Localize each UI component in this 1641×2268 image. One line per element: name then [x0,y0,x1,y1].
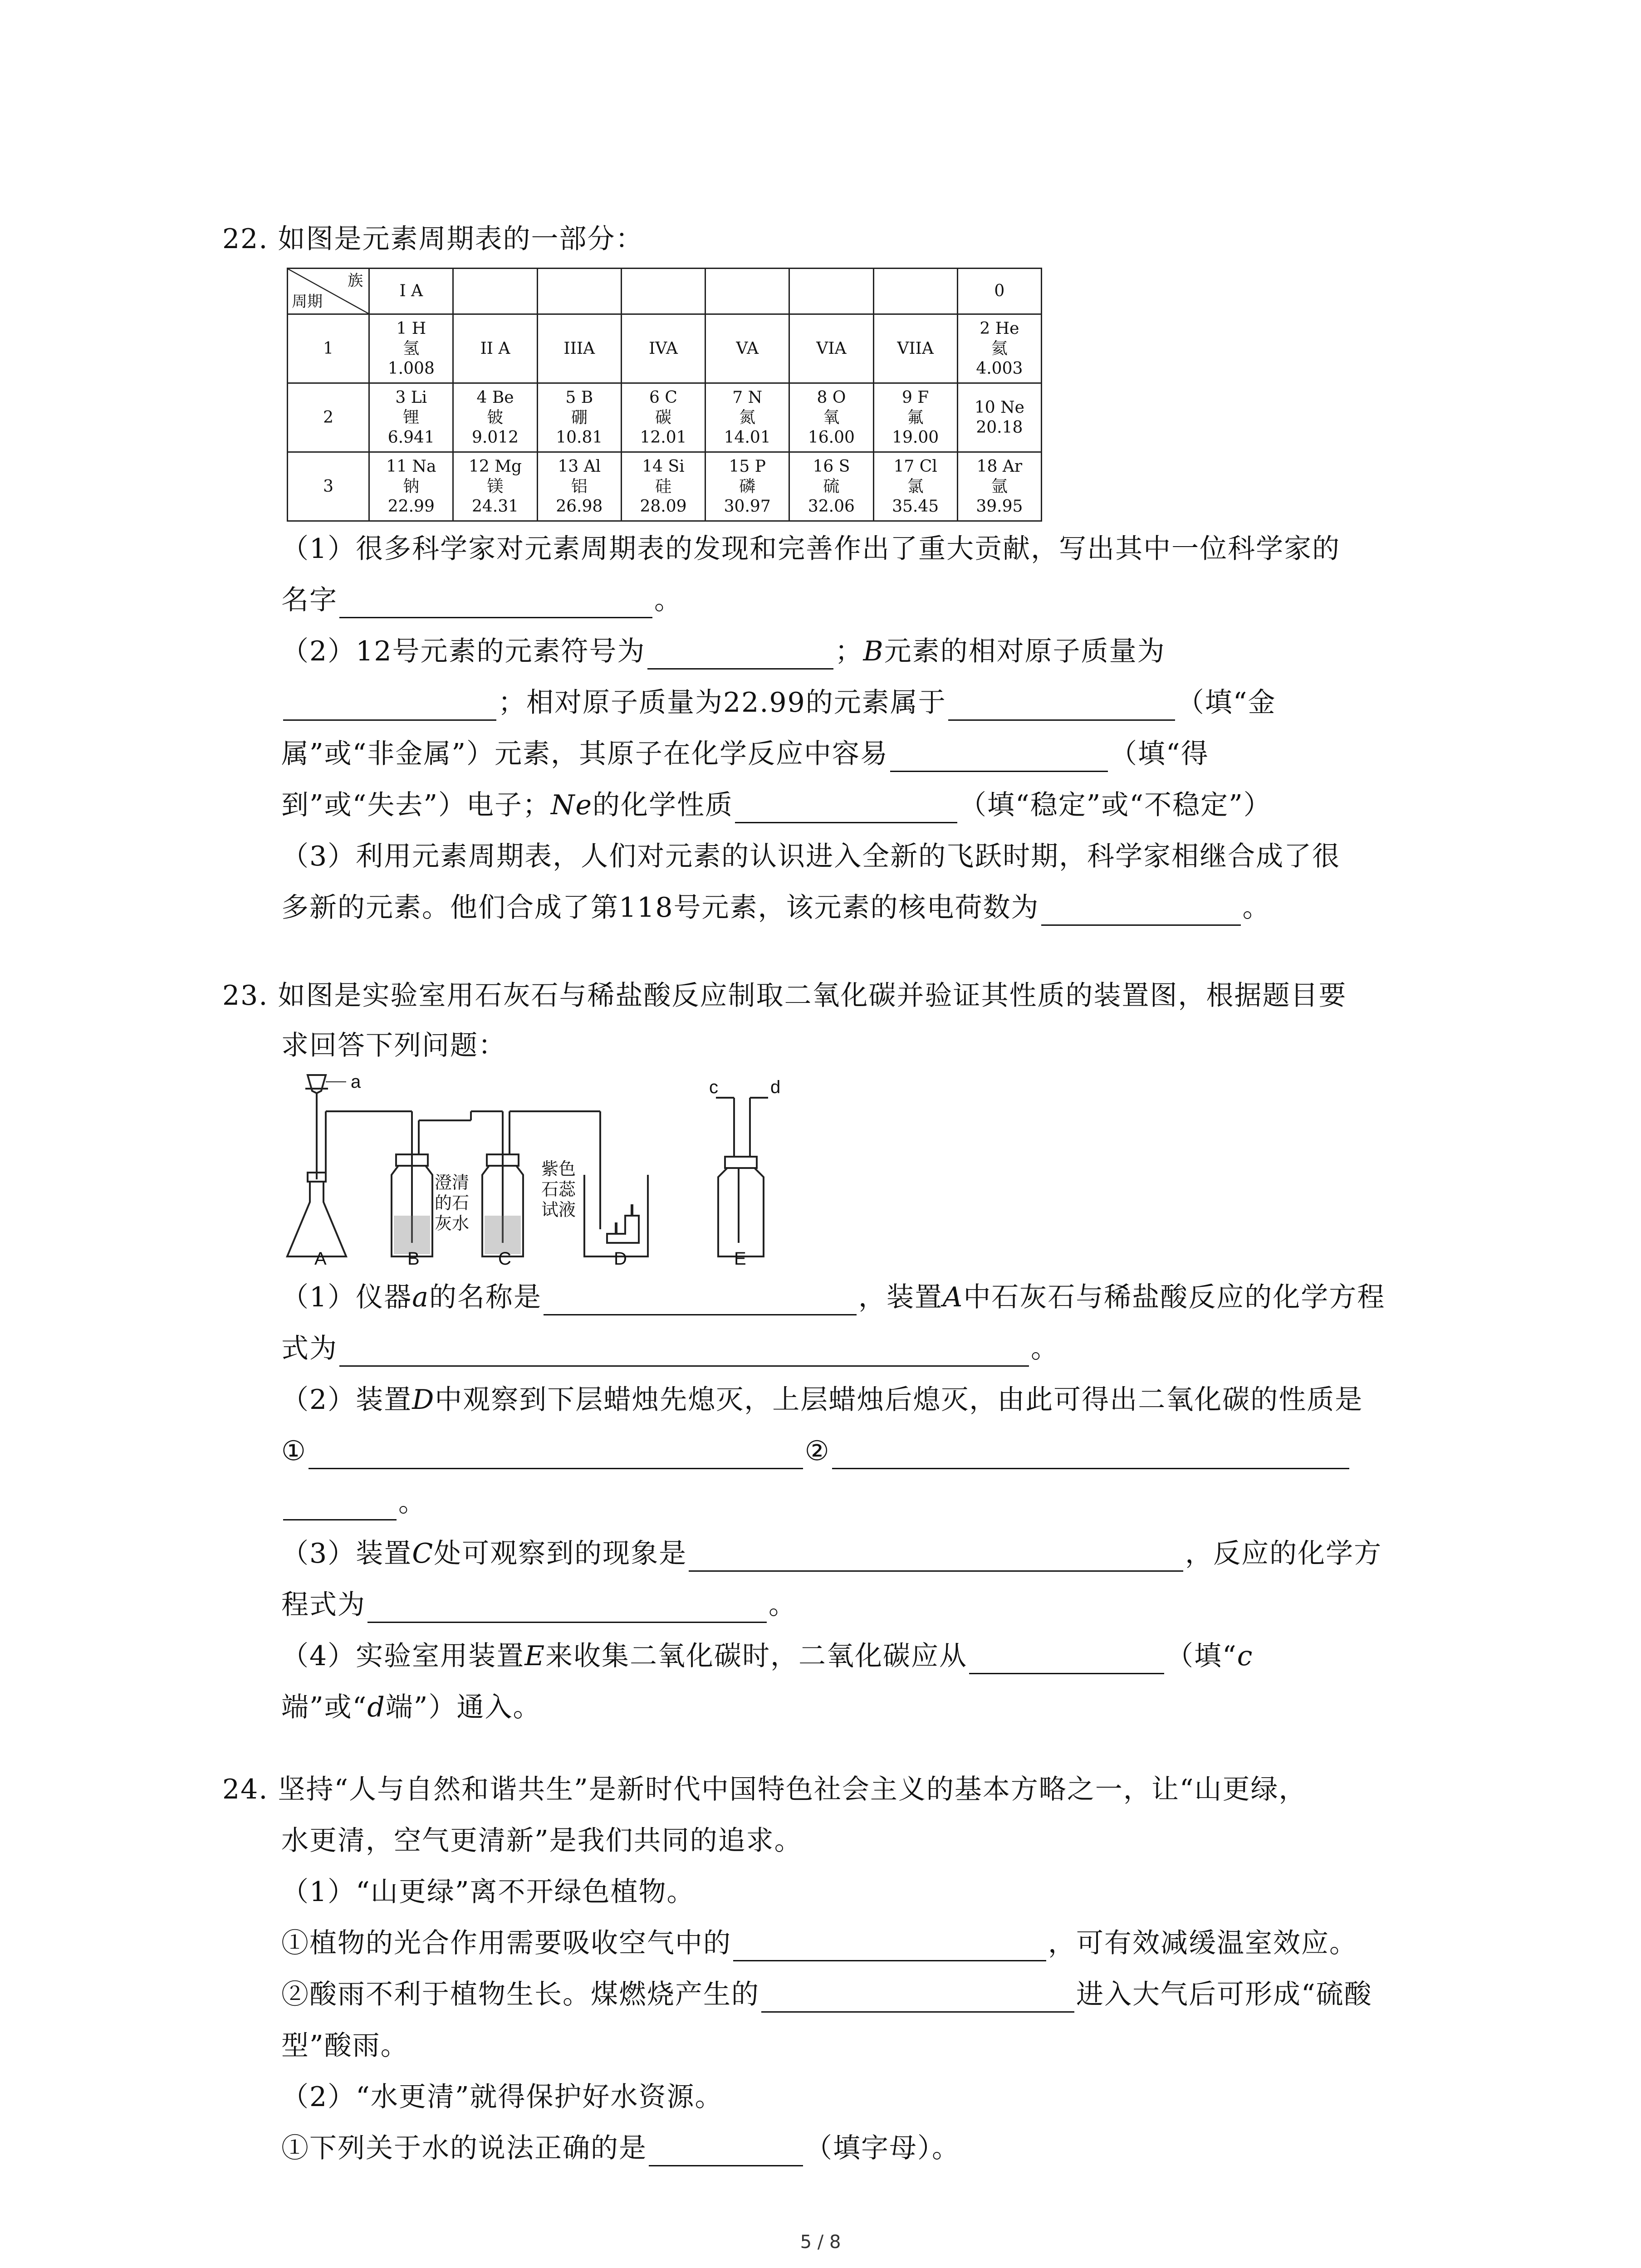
element-cell-he: 2 He 氦 4.003 [957,314,1041,383]
period-cell: 3 [288,452,369,521]
q22-part2-line2: ；相对原子质量为22.99的元素属于 （填“金 [281,684,1276,721]
element-cell-o: 8 O 氧 16.00 [789,383,873,452]
element-cell-be: 4 Be 铍 9.012 [453,383,537,452]
period-cell: 2 [288,383,369,452]
element-cell-si: 14 Si 硅 28.09 [621,452,705,521]
q24-part1-heading: （1）“山更绿”离不开绿色植物。 [281,1876,695,1908]
element-cell-cl: 17 Cl 氯 35.45 [873,452,957,521]
periodic-table [287,268,1042,522]
group-label-cell: VIA [789,314,873,383]
answer-blank[interactable] [890,743,1108,772]
answer-blank[interactable] [649,2138,803,2166]
corner-group-label: 族 [348,272,363,290]
q22-part2-line3: 属”或“非金属”）元素，其原子在化学反应中容易 （填“得 [281,736,1209,772]
header-cell: I A [369,269,453,314]
q22-part2-line1: （2）12号元素的元素符号为 ；B元素的相对原子质量为 [281,633,1166,670]
answer-blank[interactable] [689,1543,1183,1572]
answer-blank[interactable] [1041,897,1241,926]
element-cell-na: 11 Na 钠 22.99 [369,452,453,521]
q23-part2-line3: 。 [281,1484,426,1520]
answer-blank[interactable] [339,590,652,618]
answer-blank[interactable] [735,795,957,823]
answer-blank[interactable] [339,1338,1029,1367]
q24-part2-heading: （2）“水更清”就得保护好水资源。 [281,2081,723,2113]
element-cell-ne: 10 Ne 20.18 [957,383,1041,452]
q22-part1-line2: 名字 。 [281,582,682,618]
answer-blank[interactable] [283,1492,397,1520]
element-cell-s: 16 S 硫 32.06 [789,452,873,521]
q23-part4-line2: 端”或“d端”）通入。 [281,1691,541,1723]
answer-blank[interactable] [647,641,833,670]
answer-blank[interactable] [832,1441,1349,1469]
answer-blank[interactable] [733,1933,1046,1961]
element-cell-ar: 18 Ar 氩 39.95 [957,452,1041,521]
q24-stem-line1: 24. 坚持“人与自然和谐共生”是新时代中国特色社会主义的基本方略之一，让“山更绿， [222,1774,1307,1805]
header-cell [705,269,789,314]
q23-part2-line2: ① ② [281,1433,1351,1469]
group-label-cell: IVA [621,314,705,383]
label-c: c [709,1077,718,1097]
period-cell: 1 [288,314,369,383]
label-d: d [770,1077,781,1097]
q23-part4-line1: （4）实验室用装置E来收集二氧化碳时，二氧化碳应从 （填“c [281,1638,1253,1674]
element-cell-n: 7 N 氮 14.01 [705,383,789,452]
element-cell-mg: 12 Mg 镁 24.31 [453,452,537,521]
label-c-line1: 紫色 [541,1159,576,1179]
header-cell: 0 [957,269,1041,314]
element-cell-p: 15 P 磷 30.97 [705,452,789,521]
header-cell [453,269,537,314]
q23-part1-line2: 式为 。 [281,1330,1059,1367]
table-corner-cell [288,269,369,314]
element-cell-h: 1 H 氢 1.008 [369,314,453,383]
element-cell-li: 3 Li 锂 6.941 [369,383,453,452]
label-c-line3: 试液 [541,1200,576,1220]
element-cell-c: 6 C 碳 12.01 [621,383,705,452]
group-label-cell: VIIA [873,314,957,383]
q24-part1-item2: ②酸雨不利于植物生长。煤燃烧产生的 进入大气后可形成“硫酸 [281,1976,1372,2013]
caption-e: E [734,1249,746,1266]
answer-blank[interactable] [544,1287,857,1315]
q22-part3-line2: 多新的元素。他们合成了第118号元素，该元素的核电荷数为 。 [281,890,1271,926]
answer-blank[interactable] [283,692,496,721]
label-a: a [351,1072,361,1092]
q23-part1-line1: （1）仪器a的名称是 ，装置A中石灰石与稀盐酸反应的化学方程 [281,1279,1385,1315]
header-cell [789,269,873,314]
q23-stem-line2: 求回答下列问题： [281,1030,506,1061]
q24-part1-item2-cont: 型”酸雨。 [281,2030,409,2062]
label-c-line2: 石蕊 [541,1179,576,1199]
answer-blank[interactable] [367,1594,767,1623]
caption-c: C [498,1249,511,1266]
corner-period-label: 周期 [292,293,323,311]
q24-stem-line2: 水更清，空气更清新”是我们共同的追求。 [281,1825,803,1857]
q22-part2-line4: 到”或“失去”）电子；Ne的化学性质 （填“稳定”或“不稳定”） [281,787,1272,823]
q23-part3-line2: 程式为 。 [281,1587,797,1623]
element-cell-b: 5 B 硼 10.81 [537,383,621,452]
q24-part1-item1: ①植物的光合作用需要吸收空气中的 ，可有效减缓温室效应。 [281,1925,1357,1961]
answer-blank[interactable] [948,692,1175,721]
header-cell [537,269,621,314]
caption-d: D [614,1249,627,1266]
page-number: 5 / 8 [800,2232,841,2253]
caption-b: B [407,1249,420,1266]
q23-part3-line1: （3）装置C处可观察到的现象是 ，反应的化学方 [281,1535,1382,1572]
group-label-cell: IIIA [537,314,621,383]
q23-part2-line1: （2）装置D中观察到下层蜡烛先熄灭，上层蜡烛后熄灭，由此可得出二氧化碳的性质是 [281,1384,1363,1416]
q22-part3-line1: （3）利用元素周期表，人们对元素的认识进入全新的飞跃时期，科学家相继合成了很 [281,841,1341,872]
label-b-line3: 灰水 [435,1213,470,1233]
q24-part2-item1: ①下列关于水的说法正确的是 （填字母）。 [281,2130,960,2166]
lab-apparatus-figure [280,1066,793,1266]
q22-part1-line1: （1）很多科学家对元素周期表的发现和完善作出了重大贡献，写出其中一位科学家的 [281,533,1341,565]
q22-stem: 22. 如图是元素周期表的一部分： [222,223,644,255]
header-cell [621,269,705,314]
header-cell [873,269,957,314]
group-label-cell: II A [453,314,537,383]
element-cell-al: 13 Al 铝 26.98 [537,452,621,521]
answer-blank[interactable] [761,1984,1074,2013]
element-cell-f: 9 F 氟 19.00 [873,383,957,452]
answer-blank[interactable] [969,1646,1164,1674]
answer-blank[interactable] [309,1441,803,1469]
q23-stem-line1: 23. 如图是实验室用石灰石与稀盐酸反应制取二氧化碳并验证其性质的装置图，根据题目要 [222,980,1347,1012]
label-b-line2: 的石 [435,1193,470,1213]
label-b-line1: 澄清 [435,1173,470,1193]
group-label-cell: VA [705,314,789,383]
caption-a: A [314,1249,327,1266]
